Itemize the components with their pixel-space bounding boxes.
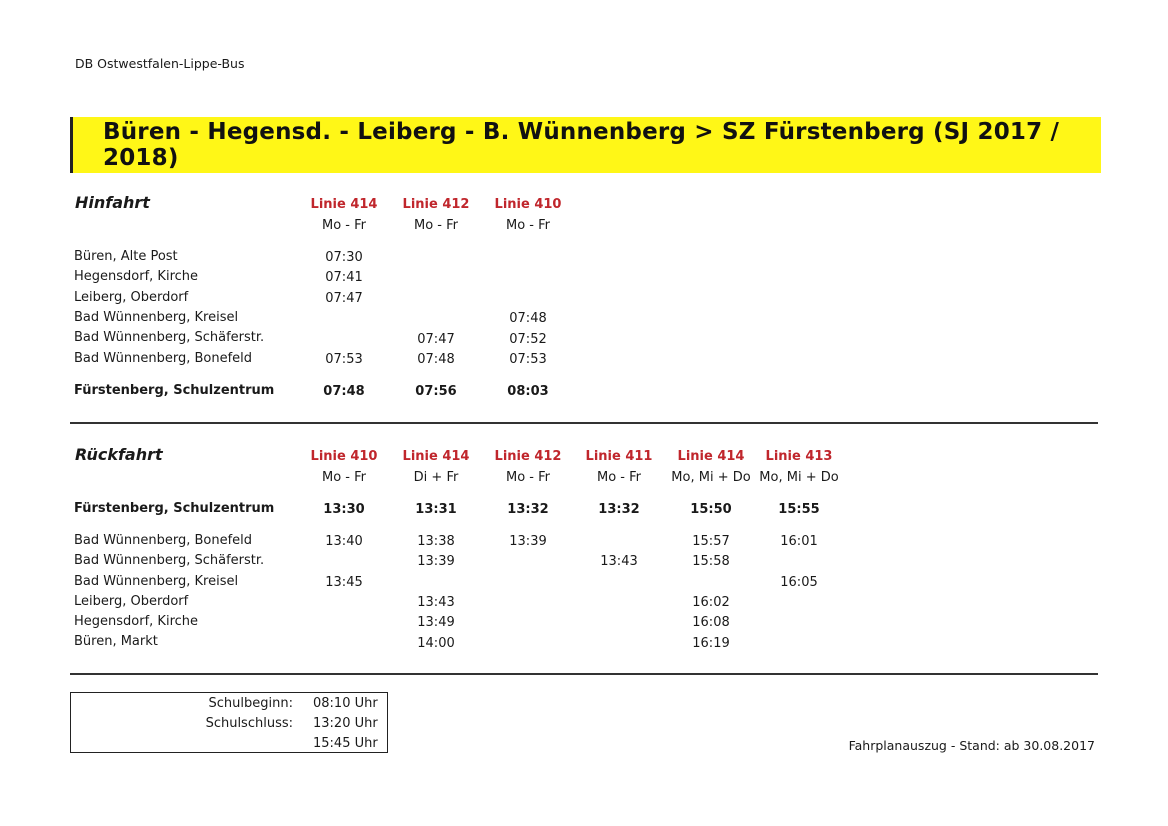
return-days-label: Di + Fr [413, 470, 459, 485]
school-start-value: 08:10 Uhr [313, 696, 378, 711]
arrival-time: 13:38 [417, 534, 455, 549]
arrival-time: 15:57 [692, 534, 730, 549]
stop-name: Leiberg, Oberdorf [74, 290, 189, 305]
stop-name: Leiberg, Oberdorf [74, 594, 189, 609]
section-divider [70, 422, 1098, 424]
return-line-label: Linie 412 [494, 449, 562, 464]
return-days-label: Mo, Mi + Do [759, 470, 839, 485]
arrival-time: 13:43 [600, 554, 638, 569]
arrival-time: 16:02 [692, 595, 730, 610]
stop-name: Bad Wünnenberg, Kreisel [74, 574, 239, 589]
return-line-label: Linie 411 [585, 449, 653, 464]
return-line-label: Linie 413 [765, 449, 833, 464]
arrival-time: 13:39 [509, 534, 547, 549]
return-days-label: Mo - Fr [321, 470, 366, 485]
school-end-row-2 [71, 736, 387, 756]
departure-time: 13:30 [323, 502, 365, 517]
arrival-time: 16:05 [780, 575, 818, 590]
departure-time: 07:53 [509, 352, 547, 367]
departure-time: 07:53 [325, 352, 363, 367]
stop-name: Büren, Markt [74, 634, 158, 649]
school-end-value: 15:45 Uhr [313, 736, 378, 751]
departure-time: 13:32 [598, 502, 640, 517]
return-days-label: Mo - Fr [596, 470, 641, 485]
arrival-time: 15:58 [692, 554, 730, 569]
school-end-row [71, 716, 387, 736]
page-title: Büren - Hegensd. - Leiberg - B. Wünnenberg > SZ Fürstenberg (SJ 2017 / 2018) [103, 119, 1060, 171]
arrival-time: 07:56 [415, 384, 457, 399]
departure-time: 07:41 [325, 270, 363, 285]
departure-time: 07:47 [417, 332, 455, 347]
departure-time: 13:32 [507, 502, 549, 517]
departure-time: 07:48 [509, 311, 547, 326]
stop-name: Bad Wünnenberg, Schäferstr. [74, 553, 265, 568]
stop-name: Bad Wünnenberg, Schäferstr. [74, 330, 265, 345]
arrival-time: 07:48 [323, 384, 365, 399]
stop-name: Bad Wünnenberg, Bonefeld [74, 351, 253, 366]
departure-time: 13:31 [415, 502, 457, 517]
arrival-time: 14:00 [417, 636, 455, 651]
return-days-label: Mo, Mi + Do [671, 470, 751, 485]
departure-time: 15:50 [690, 502, 732, 517]
arrival-time: 08:03 [507, 384, 549, 399]
origin-stop-name: Fürstenberg, Schulzentrum [74, 501, 275, 516]
arrival-time: 13:39 [417, 554, 455, 569]
stop-name: Bad Wünnenberg, Bonefeld [74, 533, 253, 548]
section-title-return: Rückfahrt [75, 445, 163, 464]
school-end-value: 13:20 Uhr [313, 716, 378, 731]
stop-name: Büren, Alte Post [74, 249, 178, 264]
departure-time: 07:48 [417, 352, 455, 367]
section-title-outbound: Hinfahrt [75, 193, 150, 212]
operator-name: DB Ostwestfalen-Lippe-Bus [75, 56, 245, 71]
arrival-time: 13:49 [417, 615, 455, 630]
school-end-label: Schulschluss: [205, 716, 293, 731]
stop-name: Bad Wünnenberg, Kreisel [74, 310, 239, 325]
arrival-time: 16:01 [780, 534, 818, 549]
school-times-box [70, 692, 388, 753]
departure-time: 07:52 [509, 332, 547, 347]
outbound-days-label: Mo - Fr [413, 218, 458, 233]
outbound-line-label: Linie 410 [494, 197, 562, 212]
outbound-line-label: Linie 412 [402, 197, 470, 212]
timetable-footer-note: Fahrplanauszug - Stand: ab 30.08.2017 [848, 738, 1095, 753]
return-line-label: Linie 414 [402, 449, 470, 464]
title-banner [70, 117, 1101, 173]
return-line-label: Linie 410 [310, 449, 378, 464]
destination-stop-name: Fürstenberg, Schulzentrum [74, 383, 275, 398]
stop-name: Hegensdorf, Kirche [74, 269, 199, 284]
departure-time: 07:47 [325, 291, 363, 306]
school-start-label: Schulbeginn: [208, 696, 293, 711]
school-start-row [71, 696, 387, 716]
outbound-line-label: Linie 414 [310, 197, 378, 212]
departure-time: 07:30 [325, 250, 363, 265]
section-divider [70, 673, 1098, 675]
return-days-label: Mo - Fr [505, 470, 550, 485]
arrival-time: 13:45 [325, 575, 363, 590]
departure-time: 15:55 [778, 502, 820, 517]
return-line-label: Linie 414 [677, 449, 745, 464]
arrival-time: 16:19 [692, 636, 730, 651]
arrival-time: 16:08 [692, 615, 730, 630]
outbound-days-label: Mo - Fr [321, 218, 366, 233]
arrival-time: 13:43 [417, 595, 455, 610]
arrival-time: 13:40 [325, 534, 363, 549]
outbound-days-label: Mo - Fr [505, 218, 550, 233]
stop-name: Hegensdorf, Kirche [74, 614, 199, 629]
